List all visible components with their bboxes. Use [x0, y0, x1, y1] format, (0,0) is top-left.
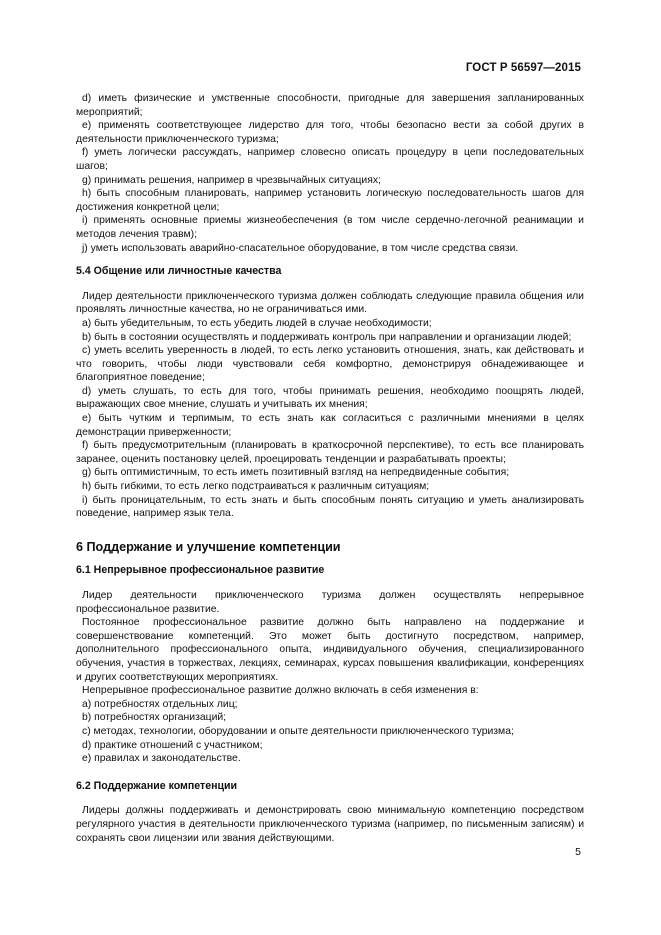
list-item: g) принимать решения, например в чрезвычайных ситуациях; — [82, 174, 381, 186]
section-paragraph: Лидеры должны поддерживать и демонстрировать свою минимальную компетенцию посредством регулярного участия в деятельности приключенческого туризма (например, по письменным записям) и сохранять свои лицензии или звания действующими. — [76, 805, 584, 844]
list-item: a) быть убедительным, то есть убедить людей в случае необходимости; — [82, 317, 432, 329]
document-body — [76, 92, 584, 845]
list-item: h) быть способным планировать, например установить логическую последовательность шагов для достижения конкретной цели; — [76, 188, 584, 213]
section-heading-6-2: 6.2 Поддержание компетенции — [76, 779, 238, 792]
list-item: d) иметь физические и умственные способности, пригодные для завершения запланированных мероприятий; — [76, 93, 584, 118]
list-item: c) методах, технологии, оборудовании и опыте деятельности приключенческого туризма; — [82, 725, 514, 737]
list-item: j) уметь использовать аварийно-спасательное оборудование, в том числе средства связи. — [82, 242, 519, 254]
section-paragraph: Лидер деятельности приключенческого туризма должен осуществлять непрерывное профессиональное развитие. — [76, 590, 584, 615]
section-paragraph: Постоянное профессиональное развитие должно быть направлено на поддержание и совершенствование компетенций. Это может быть достигнуто посредством, например, дополнительного профессионального опыта, индивидуального обучения, специализированного обучения, участия в торжествах, лекциях, семинарах, курсах повышения квалификации, конференциях и других соответствующих мероприятиях. — [76, 617, 584, 683]
section-heading-6-1: 6.1 Непрерывное профессиональное развитие — [76, 564, 325, 577]
section-heading-6: 6 Поддержание и улучшение компетенции — [76, 539, 341, 554]
list-item: d) практике отношений с участником; — [82, 739, 263, 751]
list-item: e) применять соответствующее лидерство для того, чтобы безопасно вести за собой других в деятельности приключенческого туризма; — [76, 120, 584, 145]
list-item: f) уметь логически рассуждать, например словесно описать процедуру в цепи последовательных шагов; — [76, 147, 584, 172]
list-item: b) потребностях организаций; — [82, 712, 227, 724]
page-number: 5 — [575, 846, 581, 858]
list-item: i) быть проницательным, то есть знать и быть способным понять ситуацию и уметь анализировать поведение, например язык тела. — [76, 494, 584, 520]
list-item: c) уметь вселить уверенность в людей, то есть легко установить отношения, знать, как действовать и что говорить, чтобы люди чувствовали себя комфортно, демонстрируя обнадеживающее и благоприятное поведение; — [76, 345, 584, 384]
list-item: a) потребностях отдельных лиц; — [82, 698, 238, 710]
list-item: g) быть оптимистичным, то есть иметь позитивный взгляд на непредвиденные события; — [82, 467, 510, 479]
list-item: e) быть чутким и терпимым, то есть знать как согласиться с различными мнениями в целях демонстрации приверженности; — [76, 413, 584, 438]
list-item: e) правилах и законодательстве. — [82, 753, 241, 765]
list-item: f) быть предусмотрительным (планировать в краткосрочной перспективе), то есть все планировать заранее, оценить постановку целей, проецировать тенденции и разрабатывать проекты; — [76, 440, 584, 465]
list-item: b) быть в состоянии осуществлять и поддерживать контроль при направлении и организации людей; — [82, 331, 572, 343]
section-paragraph: Лидер деятельности приключенческого туризма должен соблюдать следующие правила общения или проявлять личностные качества, но не ограничиваться ими. — [76, 290, 584, 316]
section-heading-5-4: 5.4 Общение или личностные качества — [76, 265, 282, 278]
section-paragraph: Непрерывное профессиональное развитие должно включать в себя изменения в: — [82, 685, 479, 697]
standard-code: ГОСТ Р 56597—2015 — [465, 62, 581, 74]
list-item: h) быть гибкими, то есть легко подстраиваться к различным ситуациям; — [82, 481, 430, 493]
list-item: i) применять основные приемы жизнеобеспечения (в том числе сердечно-легочной реанимации и методов лечения травм); — [76, 215, 584, 240]
list-item: d) уметь слушать, то есть для того, чтобы принимать решения, необходимо поощрять людей, выражающих свое мнение, слушать и учитывать их мнения; — [76, 385, 584, 411]
